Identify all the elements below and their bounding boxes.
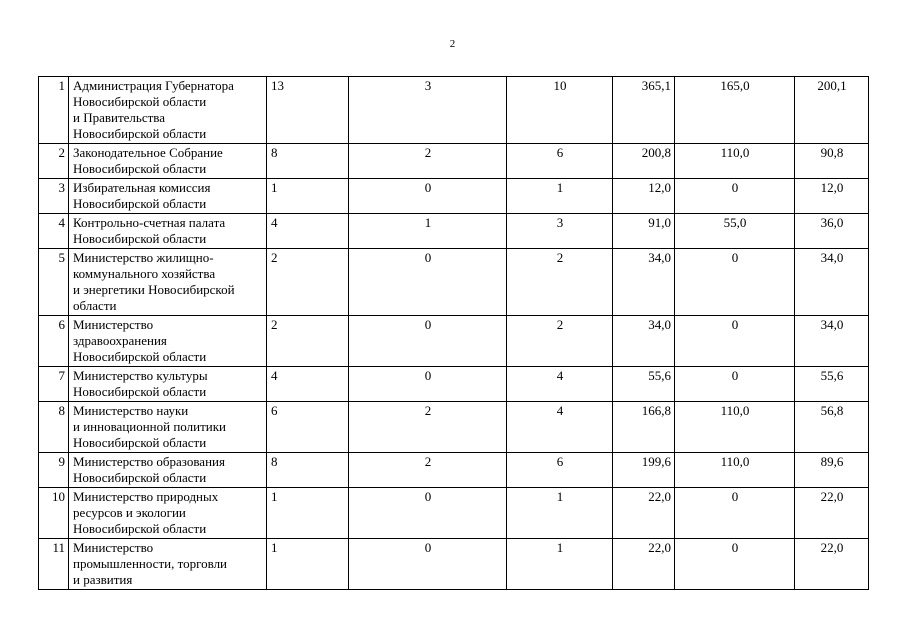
value-cell-col5: 1 bbox=[507, 488, 613, 539]
organization-name-cell: Избирательная комиссия Новосибирской области bbox=[69, 179, 267, 214]
organization-name-cell: Министерство образования Новосибирской области bbox=[69, 453, 267, 488]
value-cell-col7: 0 bbox=[675, 179, 795, 214]
row-number-cell: 4 bbox=[39, 214, 69, 249]
table-row bbox=[39, 179, 869, 214]
value-cell-col4: 2 bbox=[349, 402, 507, 453]
value-cell-col7: 0 bbox=[675, 316, 795, 367]
value-cell-col6: 200,8 bbox=[613, 144, 675, 179]
value-cell-col7: 0 bbox=[675, 488, 795, 539]
value-cell-col3: 4 bbox=[267, 214, 349, 249]
table-row bbox=[39, 402, 869, 453]
value-cell-col7: 55,0 bbox=[675, 214, 795, 249]
value-cell-col5: 4 bbox=[507, 367, 613, 402]
value-cell-col3: 8 bbox=[267, 453, 349, 488]
organization-name-cell: Законодательное Собрание Новосибирской области bbox=[69, 144, 267, 179]
value-cell-col3: 2 bbox=[267, 249, 349, 316]
value-cell-col3: 13 bbox=[267, 77, 349, 144]
organization-name-cell: Контрольно-счетная палата Новосибирской области bbox=[69, 214, 267, 249]
value-cell-col6: 34,0 bbox=[613, 316, 675, 367]
value-cell-col7: 110,0 bbox=[675, 402, 795, 453]
value-cell-col5: 6 bbox=[507, 144, 613, 179]
row-number-cell: 7 bbox=[39, 367, 69, 402]
value-cell-col8: 34,0 bbox=[795, 249, 869, 316]
value-cell-col3: 6 bbox=[267, 402, 349, 453]
value-cell-col8: 34,0 bbox=[795, 316, 869, 367]
value-cell-col8: 56,8 bbox=[795, 402, 869, 453]
value-cell-col4: 2 bbox=[349, 144, 507, 179]
value-cell-col6: 91,0 bbox=[613, 214, 675, 249]
organization-name-cell: Министерство здравоохранения Новосибирской области bbox=[69, 316, 267, 367]
value-cell-col4: 1 bbox=[349, 214, 507, 249]
value-cell-col5: 2 bbox=[507, 249, 613, 316]
row-number-cell: 9 bbox=[39, 453, 69, 488]
table-row bbox=[39, 316, 869, 367]
value-cell-col4: 0 bbox=[349, 179, 507, 214]
value-cell-col5: 1 bbox=[507, 179, 613, 214]
value-cell-col3: 1 bbox=[267, 488, 349, 539]
value-cell-col7: 0 bbox=[675, 539, 795, 590]
value-cell-col8: 12,0 bbox=[795, 179, 869, 214]
value-cell-col6: 34,0 bbox=[613, 249, 675, 316]
value-cell-col7: 110,0 bbox=[675, 144, 795, 179]
organization-name-cell: Министерство культуры Новосибирской области bbox=[69, 367, 267, 402]
row-number-cell: 10 bbox=[39, 488, 69, 539]
value-cell-col3: 2 bbox=[267, 316, 349, 367]
value-cell-col8: 90,8 bbox=[795, 144, 869, 179]
value-cell-col4: 0 bbox=[349, 488, 507, 539]
table-row bbox=[39, 77, 869, 144]
value-cell-col6: 199,6 bbox=[613, 453, 675, 488]
organization-name-cell: Министерство природных ресурсов и экологии Новосибирской области bbox=[69, 488, 267, 539]
row-number-cell: 8 bbox=[39, 402, 69, 453]
table-row bbox=[39, 214, 869, 249]
value-cell-col6: 365,1 bbox=[613, 77, 675, 144]
value-cell-col3: 1 bbox=[267, 539, 349, 590]
row-number-cell: 1 bbox=[39, 77, 69, 144]
value-cell-col5: 1 bbox=[507, 539, 613, 590]
value-cell-col4: 0 bbox=[349, 249, 507, 316]
organization-name-cell: Министерство промышленности, торговли и развития bbox=[69, 539, 267, 590]
table-row bbox=[39, 488, 869, 539]
value-cell-col6: 22,0 bbox=[613, 488, 675, 539]
value-cell-col3: 1 bbox=[267, 179, 349, 214]
organization-name-cell: Администрация Губернатора Новосибирской области и Правительства Новосибирской области bbox=[69, 77, 267, 144]
value-cell-col6: 55,6 bbox=[613, 367, 675, 402]
row-number-cell: 2 bbox=[39, 144, 69, 179]
organization-name-cell: Министерство науки и инновационной политики Новосибирской области bbox=[69, 402, 267, 453]
table-row bbox=[39, 453, 869, 488]
table-body bbox=[39, 77, 869, 590]
value-cell-col4: 0 bbox=[349, 539, 507, 590]
value-cell-col7: 110,0 bbox=[675, 453, 795, 488]
value-cell-col8: 89,6 bbox=[795, 453, 869, 488]
budget-table bbox=[38, 76, 869, 590]
value-cell-col3: 4 bbox=[267, 367, 349, 402]
value-cell-col6: 166,8 bbox=[613, 402, 675, 453]
value-cell-col7: 0 bbox=[675, 367, 795, 402]
organization-name-cell: Министерство жилищно- коммунального хозяйства и энергетики Новосибирской области bbox=[69, 249, 267, 316]
value-cell-col5: 4 bbox=[507, 402, 613, 453]
value-cell-col4: 3 bbox=[349, 77, 507, 144]
value-cell-col8: 22,0 bbox=[795, 488, 869, 539]
value-cell-col4: 0 bbox=[349, 367, 507, 402]
value-cell-col5: 6 bbox=[507, 453, 613, 488]
table-row bbox=[39, 539, 869, 590]
value-cell-col8: 200,1 bbox=[795, 77, 869, 144]
value-cell-col6: 12,0 bbox=[613, 179, 675, 214]
row-number-cell: 3 bbox=[39, 179, 69, 214]
row-number-cell: 5 bbox=[39, 249, 69, 316]
value-cell-col5: 3 bbox=[507, 214, 613, 249]
value-cell-col8: 55,6 bbox=[795, 367, 869, 402]
table-row bbox=[39, 367, 869, 402]
value-cell-col5: 2 bbox=[507, 316, 613, 367]
value-cell-col6: 22,0 bbox=[613, 539, 675, 590]
table-row bbox=[39, 249, 869, 316]
value-cell-col4: 0 bbox=[349, 316, 507, 367]
value-cell-col8: 36,0 bbox=[795, 214, 869, 249]
row-number-cell: 11 bbox=[39, 539, 69, 590]
value-cell-col7: 165,0 bbox=[675, 77, 795, 144]
value-cell-col8: 22,0 bbox=[795, 539, 869, 590]
value-cell-col5: 10 bbox=[507, 77, 613, 144]
table-row bbox=[39, 144, 869, 179]
value-cell-col4: 2 bbox=[349, 453, 507, 488]
value-cell-col3: 8 bbox=[267, 144, 349, 179]
row-number-cell: 6 bbox=[39, 316, 69, 367]
page-number: 2 bbox=[449, 38, 456, 50]
value-cell-col7: 0 bbox=[675, 249, 795, 316]
